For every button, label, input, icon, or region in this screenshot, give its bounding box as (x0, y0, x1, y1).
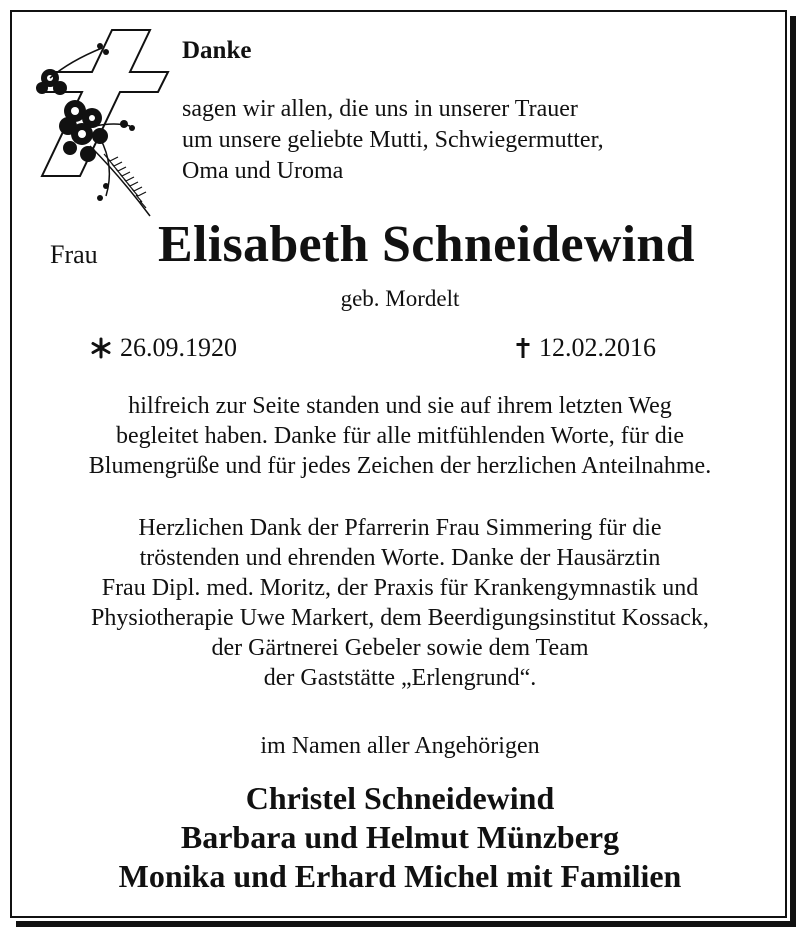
intro-line: Oma und Uroma (182, 158, 344, 184)
birth-date-row (90, 333, 237, 363)
mourner-name: Barbara und Helmut Münzberg (180, 819, 620, 855)
paragraph-line: begleitet haben. Danke für alle mitfühlenden Worte, für die (115, 423, 685, 449)
death-date: 12.02.2016 (539, 333, 656, 362)
intro-line: sagen wir allen, die uns in unserer Trauer (182, 96, 578, 122)
cross-death-icon (515, 337, 531, 359)
intro-text (182, 94, 604, 187)
deceased-name: Elisabeth Schneidewind (158, 216, 695, 273)
paragraph-line: Blumengrüße und für jedes Zeichen der herzlichen Anteilnahme. (88, 453, 712, 479)
paragraph-line: hilfreich zur Seite standen und sie auf ihrem letzten Weg (128, 393, 672, 419)
death-date-row (515, 333, 656, 363)
paragraph-line: Frau Dipl. med. Moritz, der Praxis für Krankengymnastik und (101, 575, 699, 601)
maiden-name: geb. Mordelt (340, 286, 460, 311)
paragraph-line: Herzlichen Dank der Pfarrerin Frau Simmering für die (138, 515, 662, 541)
paragraph-line: tröstenden und ehrenden Worte. Danke der Hausärztin (139, 545, 661, 571)
cross-with-roses-icon (20, 26, 170, 221)
acknowledgements-paragraph (0, 513, 800, 693)
mourner-name: Monika und Erhard Michel mit Familien (118, 858, 682, 894)
asterisk-birth-icon (90, 337, 112, 359)
thanks-heading: Danke (182, 37, 252, 64)
mourners-names (0, 779, 800, 896)
mourner-name: Christel Schneidewind (245, 780, 555, 816)
gratitude-paragraph (0, 391, 800, 481)
paragraph-line: Physiotherapie Uwe Markert, dem Beerdigungsinstitut Kossack, (91, 605, 709, 631)
signature-intro: im Namen aller Angehörigen (260, 733, 540, 759)
intro-line: um unsere geliebte Mutti, Schwiegermutter, (182, 127, 604, 153)
birth-date: 26.09.1920 (120, 333, 237, 362)
paragraph-line: der Gaststätte „Erlengrund“. (263, 665, 537, 691)
name-prefix: Frau (50, 240, 98, 269)
paragraph-line: der Gärtnerei Gebeler sowie dem Team (211, 635, 589, 661)
